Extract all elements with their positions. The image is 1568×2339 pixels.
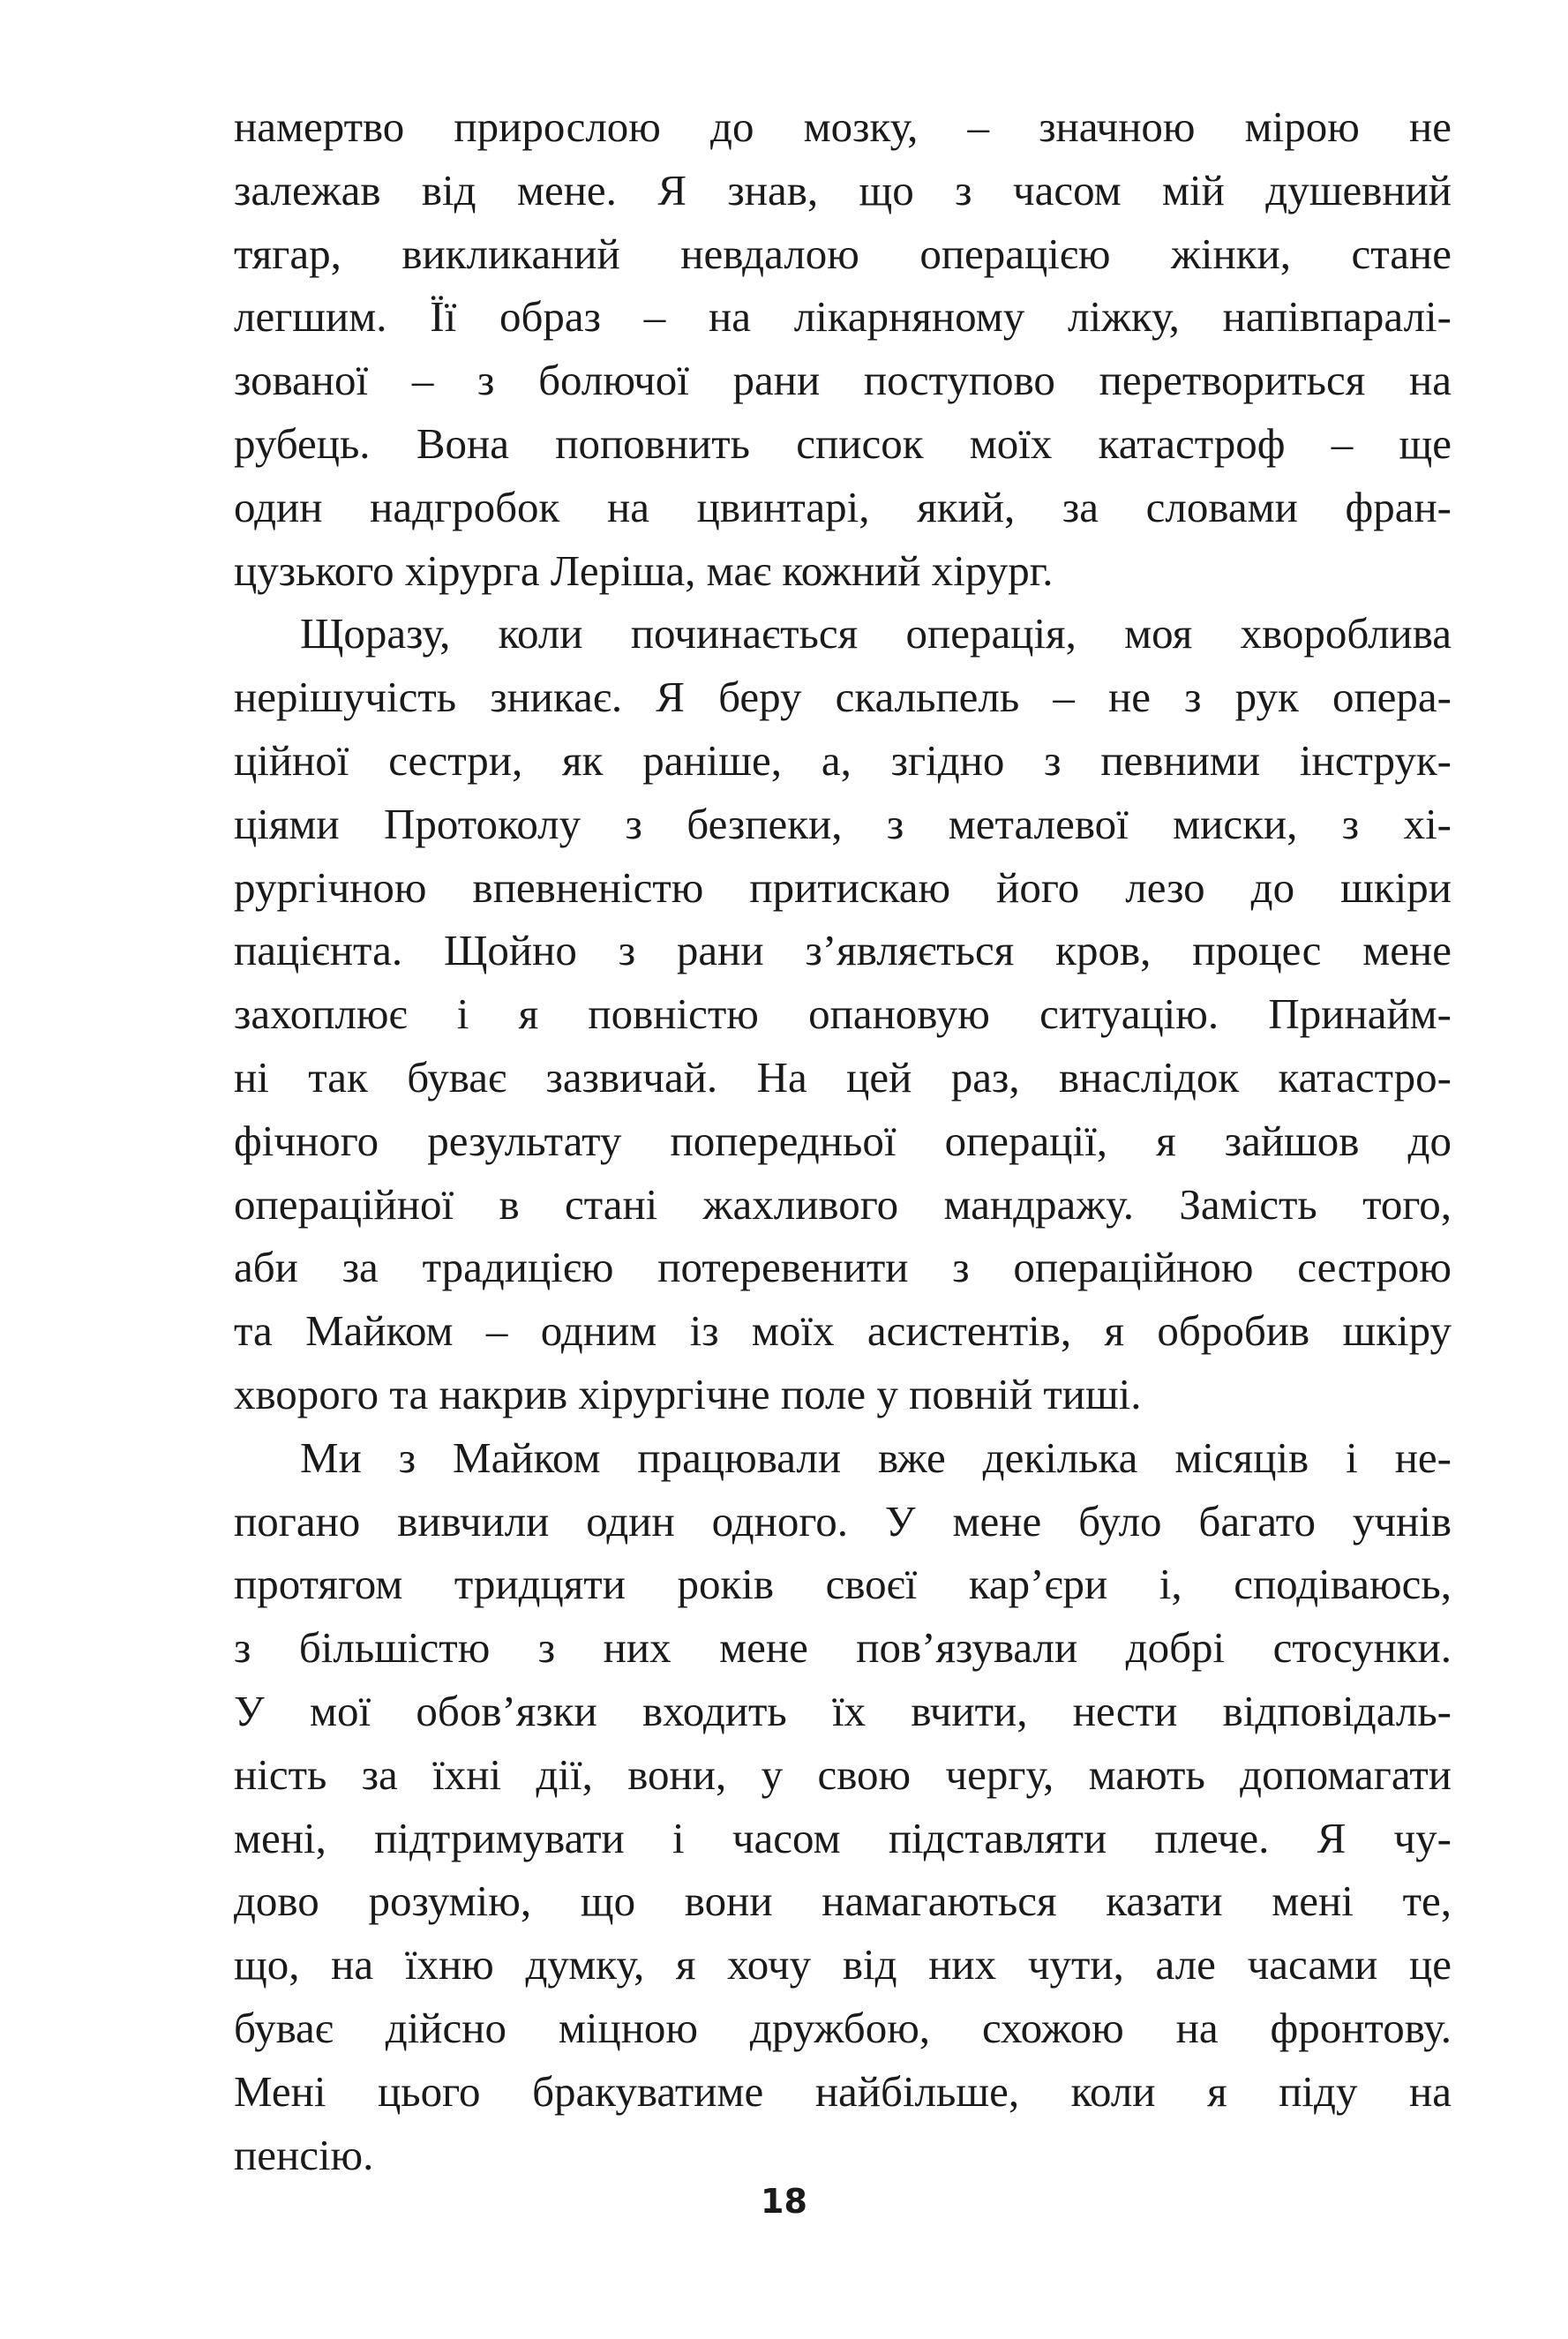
text-line: ціями Протоколу з безпеки, з металевої миски, з хі- [234, 799, 1452, 848]
text-line: та Майком – одним із моїх асистентів, я обробив шкіру [234, 1306, 1452, 1356]
text-line: пацієнта. Щойно з рани з’являється кров, процес мене [234, 926, 1452, 975]
text-line: буває дійсно міцною дружбою, схожою на фронтову. [234, 2003, 1452, 2052]
text-line: нерішучість зникає. Я беру скальпель – не з рук опера- [234, 673, 1452, 722]
text-line: Щоразу, коли починається операція, моя хвороблива [300, 609, 1452, 658]
text-line: намертво прирослою до мозку, – значною мірою не [234, 102, 1452, 151]
text-line: У мої обов’язки входить їх вчити, нести відповідаль- [234, 1686, 1452, 1735]
text-line: протягом тридцяти років своєї кар’єри і, сподіваюсь, [234, 1560, 1452, 1609]
text-line: один надгробок на цвинтарі, який, за словами фран- [234, 482, 1452, 531]
text-line: захоплює і я повністю опановую ситуацію. Принайм- [234, 989, 1452, 1039]
text-line: аби за традицією потеревенити з операційною сестрою [234, 1243, 1452, 1292]
page-text [234, 95, 1452, 2186]
text-line: з більшістю з них мене пов’язували добрі стосунки. [234, 1623, 1452, 1673]
text-line: пенсію. [234, 2130, 374, 2179]
page-number: 18 [761, 2182, 807, 2221]
text-line: погано вивчили один одного. У мене було багато учнів [234, 1496, 1452, 1546]
text-line: дово розумію, що вони намагаються казати мені те, [234, 1876, 1452, 1926]
text-line: залежав від мене. Я знав, що з часом мій душевний [234, 165, 1452, 214]
text-line: зованої – з болючої рани поступово перетвориться на [234, 356, 1452, 405]
text-line: мені, підтримувати і часом підставляти плече. Я чу- [234, 1813, 1452, 1862]
text-line: рубець. Вона поповнить список моїх катастроф – ще [234, 418, 1452, 468]
text-line: Ми з Майком працювали вже декілька місяців і не- [300, 1433, 1452, 1482]
paragraph-3 [234, 1426, 1452, 2187]
text-line: операційної в стані жахливого мандражу. Замість того, [234, 1179, 1452, 1229]
text-line: ність за їхні дії, вони, у свою чергу, мають допомагати [234, 1749, 1452, 1799]
text-line: рургічною впевненістю притискаю його лезо до шкіри [234, 862, 1452, 912]
text-line: легшим. Її образ – на лікарняному ліжку, напівпаралі- [234, 292, 1452, 342]
paragraph-1 [234, 95, 1452, 602]
text-line: що, на їхню думку, я хочу від них чути, але часами це [234, 1940, 1452, 1989]
paragraph-2 [234, 602, 1452, 1425]
text-line: тягар, викликаний невдалою операцією жінки, стане [234, 229, 1452, 278]
text-line: фічного результату попередньої операції, я зайшов до [234, 1116, 1452, 1165]
text-line: цузького хірурга Леріша, має кожний хірург. [234, 545, 1054, 595]
text-line: хворого та накрив хірургічне поле у повній тиші. [234, 1369, 1142, 1418]
text-line: ні так буває зазвичай. На цей раз, внаслідок катастро- [234, 1052, 1452, 1102]
text-line: Мені цього бракуватиме найбільше, коли я піду на [234, 2066, 1452, 2116]
text-line: ційної сестри, як раніше, а, згідно з певними інструк- [234, 735, 1452, 785]
